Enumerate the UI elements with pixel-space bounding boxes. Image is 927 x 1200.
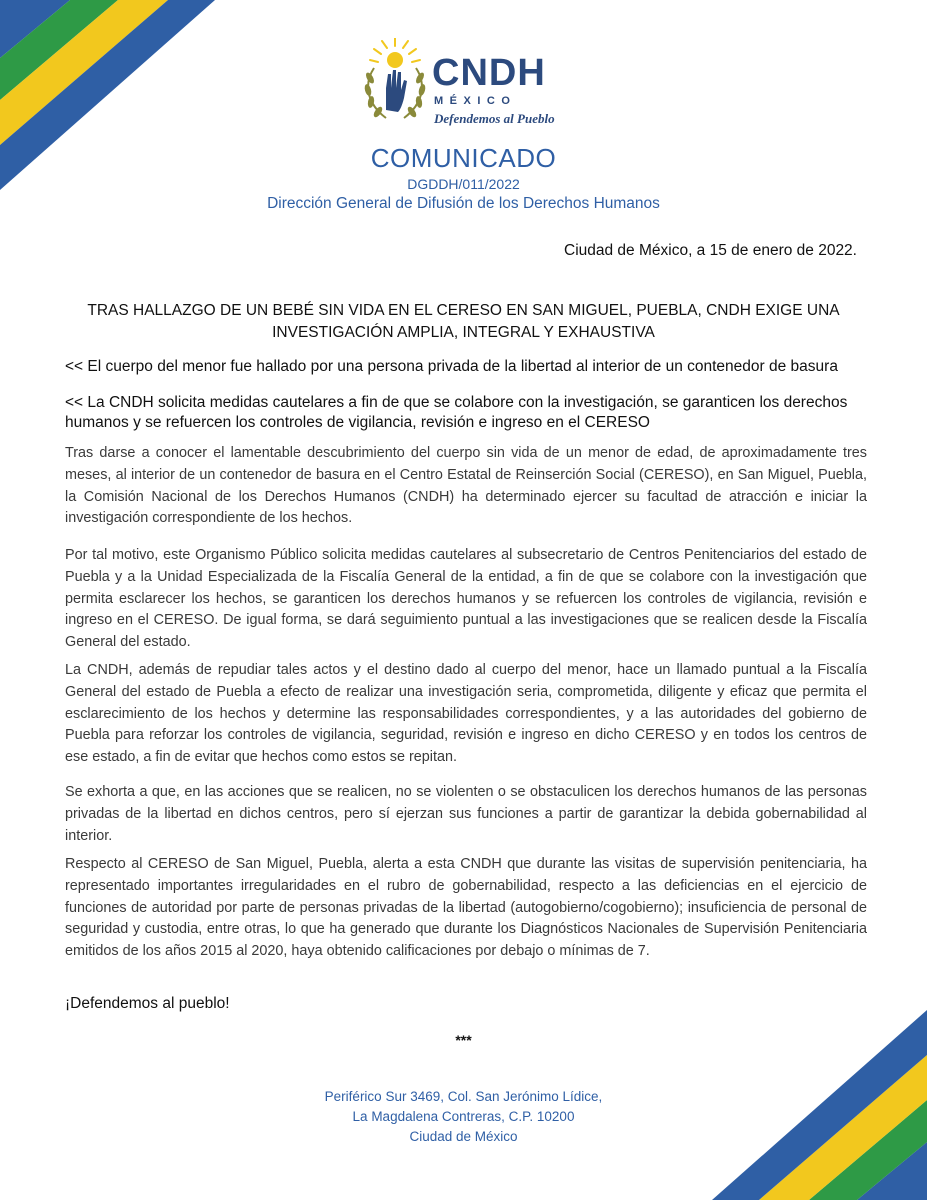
department-name: Dirección General de Difusión de los Derechos Humanos bbox=[267, 195, 660, 212]
address-line: Ciudad de México bbox=[409, 1129, 518, 1144]
body-paragraph: Se exhorta a que, en las acciones que se realicen, no se violenten o se obstaculicen los derechos humanos de las personas privadas de la libertad en dichos centros, pero sí ejerzan sus funciones a partir de garantizar la debida gobernabilidad al interior. bbox=[65, 784, 867, 844]
body-paragraph: Tras darse a conocer el lamentable descubrimiento del cuerpo sin vida de un menor de edad, de aproximadamente tres meses, al interior de un contenedor de basura en el Centro Estatal de Reinserción Social (CERESO), en San Miguel, Puebla, la Comisión Nacional de los Derechos Humanos (CNDH) ha determinado ejercer su facultad de atracción e iniciar la investigación correspondiente de los hechos. bbox=[65, 445, 867, 527]
title-block bbox=[0, 142, 927, 214]
footer-address bbox=[0, 1087, 927, 1147]
cndh-logo bbox=[360, 38, 580, 138]
closing-slogan: ¡Defendemos al pueblo! bbox=[65, 995, 230, 1012]
release-date: Ciudad de México, a 15 de enero de 2022. bbox=[564, 242, 857, 259]
logo-wordmark: CNDH bbox=[432, 52, 546, 94]
address-line: Periférico Sur 3469, Col. San Jerónimo Lídice, bbox=[324, 1089, 603, 1104]
release-code: DGDDH/011/2022 bbox=[407, 176, 520, 192]
body-paragraph: Respecto al CERESO de San Miguel, Puebla, alerta a esta CNDH que durante las visitas de supervisión penitenciaria, ha representado importantes irregularidades en el rubro de gobernabilidad, respecto a las deficiencias en el ejercicio de funciones de autoridad por parte de personas privadas de la libertad (autogobierno/cogobierno); insuficiencia de personal de seguridad y custodia, entre otras, lo que ha generado que durante los Diagnósticos Nacionales de Supervisión Penitenciaria emitidos de los años 2015 al 2020, haya obtenido calificaciones por debajo o mínimas de 7. bbox=[65, 856, 867, 960]
separator: *** bbox=[455, 1032, 472, 1048]
logo-country: MÉXICO bbox=[434, 95, 517, 107]
laurel-hand-emblem-icon bbox=[360, 38, 430, 128]
body-paragraph: La CNDH, además de repudiar tales actos y el destino dado al cuerpo del menor, hace un llamado puntual a la Fiscalía General del estado de Puebla a efecto de realizar una investigación seria, comprometida, diligente y eficaz que permita el esclarecimiento de los hechos y determine las responsabilidades correspondientes, y a las autoridades del gobierno de Puebla para reforzar los controles de vigilancia, seguridad, revisión e ingreso en dicho CERESO y en todos los centros de ese estado, a fin de evitar que hechos como estos se repitan. bbox=[65, 662, 867, 766]
address-line: La Magdalena Contreras, C.P. 10200 bbox=[352, 1109, 575, 1124]
summary-bullet: << La CNDH solicita medidas cautelares a fin de que se colabore con la investigación, se garanticen los derechos humanos y se refuercen los controles de vigilancia, revisión e ingreso en el CERESO bbox=[65, 394, 848, 431]
logo-slogan: Defendemos al Pueblo bbox=[434, 111, 555, 126]
body-paragraph: Por tal motivo, este Organismo Público solicita medidas cautelares al subsecretario de Centros Penitenciarios del estado de Puebla y a la Unidad Especializada de la Fiscalía General de la entidad, a fin de que se colabore con la investigación que permita esclarecer los hechos, se garanticen los derechos humanos y se refuercen los controles de vigilancia, revisión e ingreso en el CERESO. De igual forma, se dará seguimiento puntual a las investigaciones que se realicen desde la Fiscalía General del estado. bbox=[65, 547, 867, 651]
headline: TRAS HALLAZGO DE UN BEBÉ SIN VIDA EN EL CERESO EN SAN MIGUEL, PUEBLA, CNDH EXIGE UNA INVESTIGACIÓN AMPLIA, INTEGRAL Y EXHAUSTIVA bbox=[87, 302, 840, 341]
page-title: COMUNICADO bbox=[370, 143, 557, 173]
summary-bullet: << El cuerpo del menor fue hallado por una persona privada de la libertad al interior de un contenedor de basura bbox=[65, 358, 838, 375]
